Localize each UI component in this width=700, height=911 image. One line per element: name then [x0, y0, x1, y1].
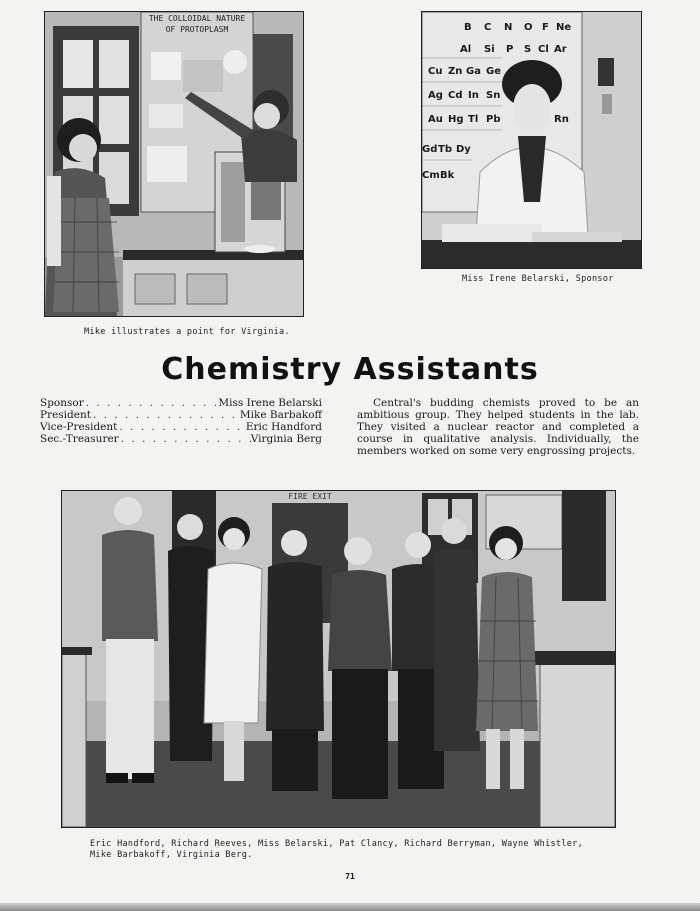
svg-text:Ar: Ar — [554, 44, 567, 55]
svg-text:N: N — [504, 22, 513, 33]
caption-group: Eric Handford, Richard Reeves, Miss Belarski, Pat Clancy, Richard Berryman, Wayne Whistler, Mike Barbakoff, Virginia Berg. — [90, 839, 583, 860]
officer-row — [40, 421, 322, 433]
club-description: Central's budding chemists proved to be an ambitious group. They helped students in the lab. They visited a nuclear reactor and completed a course in qualitative analysis. Individually, the members worked on some very engrossing projects. — [357, 397, 639, 457]
svg-text:O: O — [524, 22, 533, 33]
photo-mike-virginia — [44, 11, 304, 317]
svg-text:Tb: Tb — [438, 144, 452, 155]
leader-dots — [119, 433, 251, 445]
svg-text:Ag: Ag — [428, 90, 443, 101]
officer-name: Miss Irene Belarski — [218, 397, 322, 409]
svg-text:Cm: Cm — [422, 170, 440, 181]
leader-dots — [91, 409, 240, 421]
svg-text:Tl: Tl — [468, 114, 479, 125]
svg-text:Ne: Ne — [556, 22, 572, 33]
svg-text:Sn: Sn — [486, 90, 501, 101]
leader-dots — [84, 397, 219, 409]
officers-list — [40, 397, 322, 445]
svg-text:Zn: Zn — [448, 66, 463, 77]
svg-text:P: P — [506, 44, 514, 55]
officer-name: Eric Handford — [245, 421, 322, 433]
page-edge — [0, 903, 700, 911]
officer-role: Sec.-Treasurer — [40, 433, 119, 445]
svg-text:Bk: Bk — [440, 170, 455, 181]
svg-text:Pb: Pb — [486, 114, 501, 125]
svg-text:Cd: Cd — [448, 90, 463, 101]
svg-text:S: S — [524, 44, 532, 55]
svg-text:Al: Al — [460, 44, 472, 55]
poster-line-1: THE COLLOIDAL NATURE — [148, 14, 246, 23]
svg-text:Cl: Cl — [538, 44, 549, 55]
caption-sponsor: Miss Irene Belarski, Sponsor — [462, 274, 614, 284]
svg-text:C: C — [484, 22, 492, 33]
svg-text:Dy: Dy — [456, 144, 471, 155]
fire-exit-sign: FIRE EXIT — [288, 492, 332, 501]
svg-text:Ga: Ga — [466, 66, 481, 77]
svg-text:F: F — [542, 22, 549, 33]
officer-row — [40, 397, 322, 409]
officer-role: Vice-President — [40, 421, 118, 433]
svg-text:Hg: Hg — [448, 114, 464, 125]
svg-text:Au: Au — [428, 114, 443, 125]
svg-text:Si: Si — [484, 44, 495, 55]
svg-text:In: In — [468, 90, 479, 101]
leader-dots — [117, 421, 246, 433]
svg-text:Cu: Cu — [428, 66, 443, 77]
poster-line-2: OF PROTOPLASM — [165, 25, 229, 34]
officer-name: Virginia Berg — [250, 433, 322, 445]
photo-group — [61, 490, 616, 828]
caption-mike-virginia: Mike illustrates a point for Virginia. — [84, 327, 290, 337]
svg-text:Rn: Rn — [554, 114, 569, 125]
page-number: 71 — [345, 872, 355, 881]
officer-role: Sponsor — [40, 397, 84, 409]
svg-text:B: B — [464, 22, 472, 33]
svg-text:Gd: Gd — [422, 144, 438, 155]
officer-row — [40, 409, 322, 421]
officer-role: President — [40, 409, 91, 421]
photo-sponsor — [421, 11, 642, 269]
officer-row — [40, 433, 322, 445]
page-title: Chemistry Assistants — [161, 352, 539, 387]
svg-text:Ge: Ge — [486, 66, 501, 77]
officer-name: Mike Barbakoff — [239, 409, 322, 421]
